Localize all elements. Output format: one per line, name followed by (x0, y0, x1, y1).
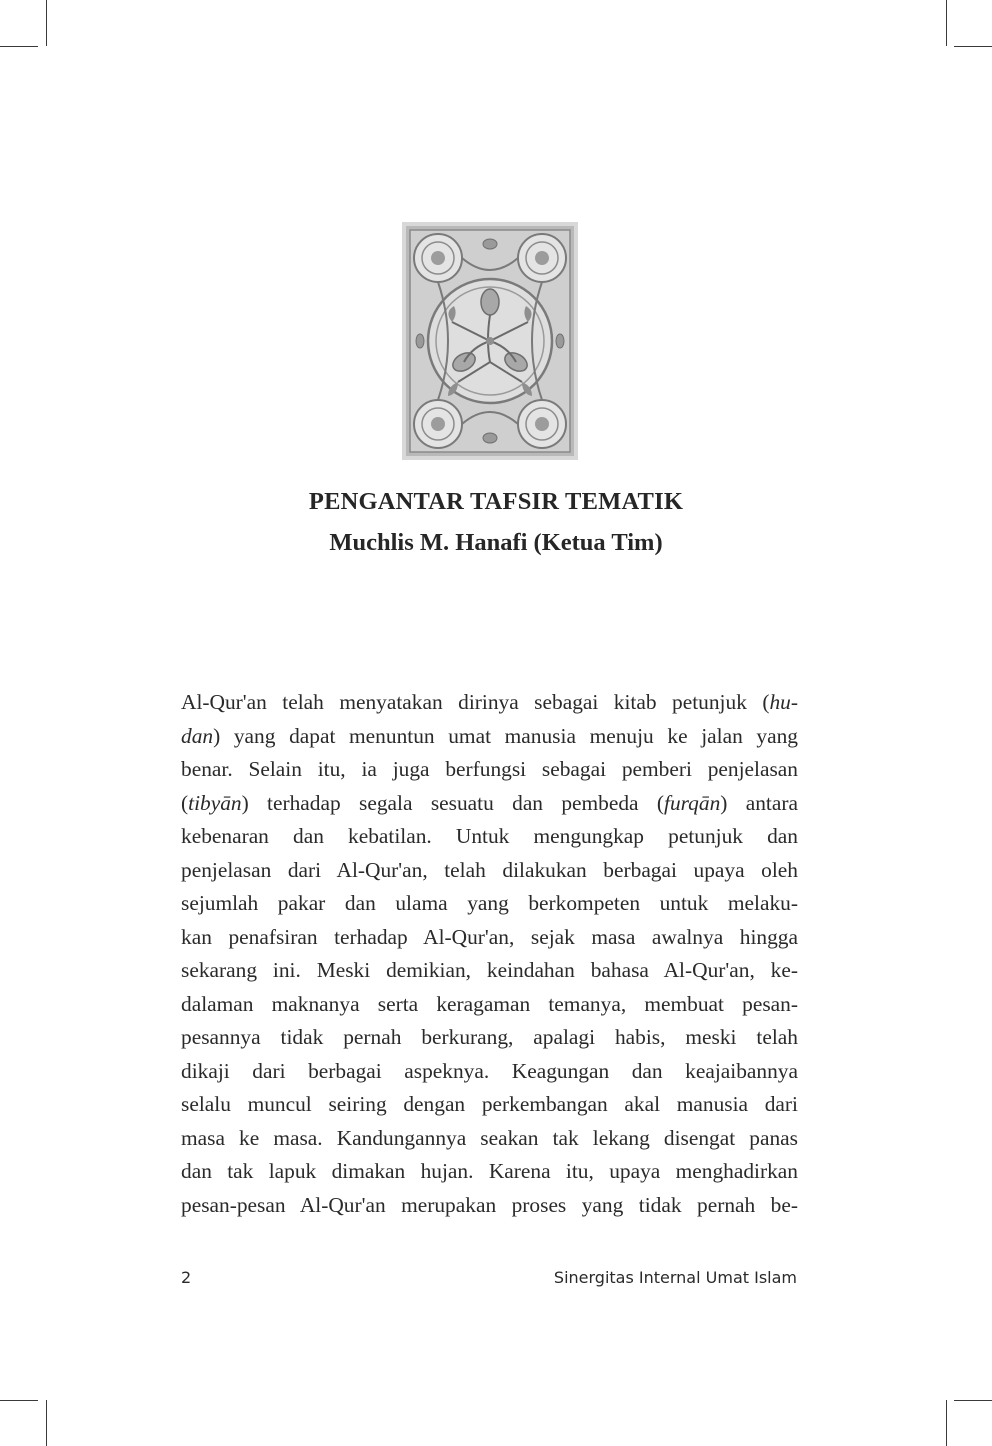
text-line: pesan-pesan Al-Qur'an merupakan proses yang tidak pernah be- (181, 1192, 798, 1217)
text-segment: Al-Qur'an telah menyatakan dirinya sebagai kitab petunjuk ( (181, 690, 770, 714)
running-title: Sinergitas Internal Umat Islam (553, 1268, 797, 1287)
italic-term: furqān (664, 790, 721, 815)
text-line: masa ke masa. Kandungannya seakan tak lekang disengat panas (181, 1125, 798, 1150)
text-line (181, 686, 798, 720)
text-line: kebenaran dan kebatilan. Untuk mengungkap petunjuk dan (181, 824, 798, 848)
crop-mark (46, 1400, 47, 1446)
italic-term: tibyān (188, 790, 242, 815)
italic-term: hu- (769, 690, 798, 714)
body-paragraph (181, 686, 798, 1222)
text-segment: ) terhadap segala sesuatu dan pembeda ( (241, 790, 665, 815)
text-line (181, 720, 798, 754)
crop-mark (946, 1400, 947, 1446)
text-line: penjelasan dari Al-Qur'an, telah dilakukan berbagai upaya oleh (181, 857, 798, 882)
page-number: 2 (181, 1268, 192, 1287)
text-line: dan tak lapuk dimakan hujan. Karena itu, upaya menghadirkan (181, 1159, 798, 1183)
author-line: Muchlis M. Hanafi (Ketua Tim) (329, 529, 663, 556)
text-segment: ) yang dapat menuntun umat manusia menuju ke jalan yang (213, 723, 798, 748)
crop-mark (0, 46, 38, 47)
text-line: sejumlah pakar dan ulama yang berkompeten untuk melaku- (181, 891, 798, 915)
text-line: benar. Selain itu, ia juga berfungsi sebagai pemberi penjelasan (181, 757, 798, 781)
crop-mark (946, 0, 947, 46)
crop-mark (46, 0, 47, 46)
italic-term: dan (181, 723, 214, 748)
page-title: PENGANTAR TAFSIR TEMATIK (308, 488, 684, 515)
crop-mark (954, 1400, 992, 1401)
text-line: pesannya tidak pernah berkurang, apalagi habis, meski telah (181, 1025, 798, 1049)
ornament-illustration (402, 222, 578, 460)
crop-mark (0, 1400, 38, 1401)
text-line: selalu muncul seiring dengan perkembangan akal manusia dari (181, 1092, 798, 1116)
text-line: dikaji dari berbagai aspeknya. Keagungan dan keajaibannya (181, 1058, 798, 1083)
text-line (181, 787, 798, 821)
crop-mark (954, 46, 992, 47)
text-segment: ) antara (720, 790, 798, 815)
text-segment: ( (181, 790, 189, 815)
text-line: kan penafsiran terhadap Al-Qur'an, sejak masa awalnya hingga (181, 924, 798, 949)
text-line: sekarang ini. Meski demikian, keindahan bahasa Al-Qur'an, ke- (181, 958, 798, 982)
text-line: dalaman maknanya serta keragaman temanya, membuat pesan- (181, 991, 798, 1016)
